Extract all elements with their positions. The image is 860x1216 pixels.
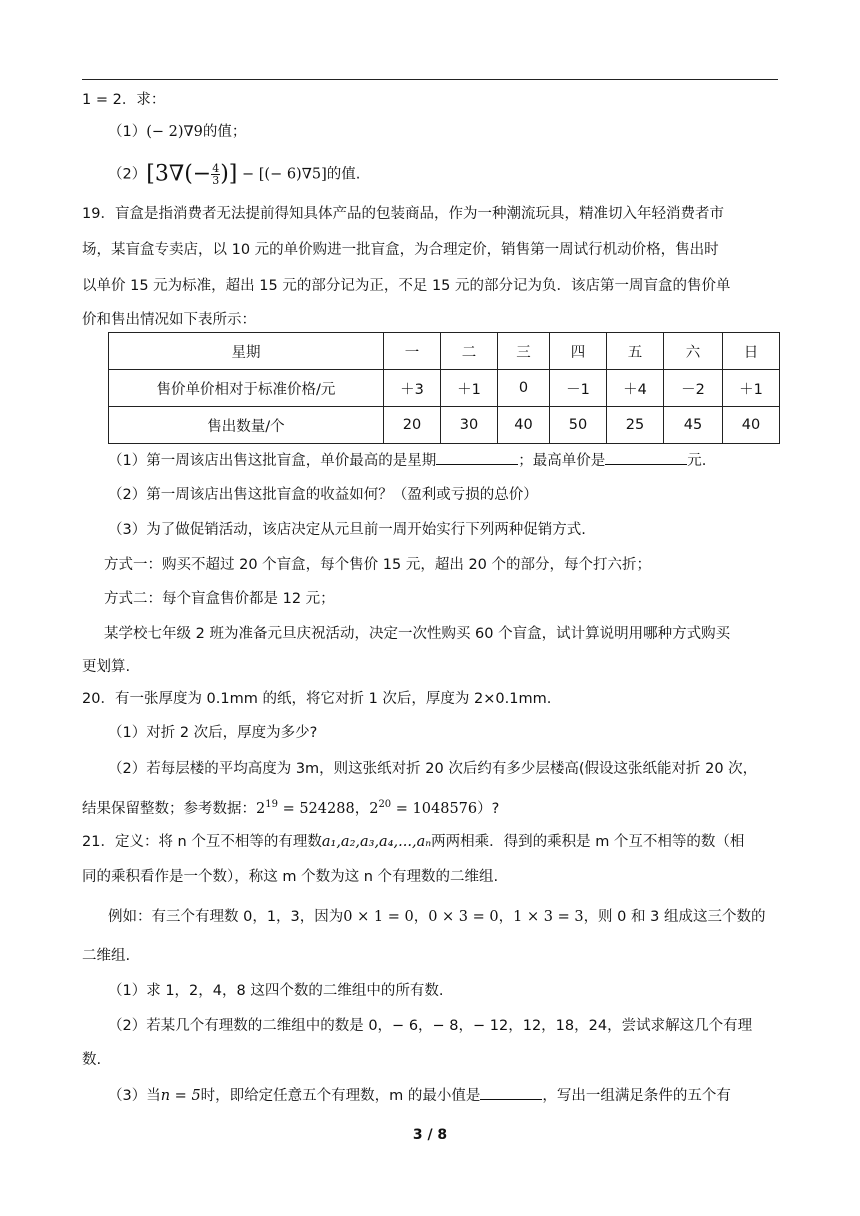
method-2: 方式二：每个盲盒售价都是 12 元； xyxy=(104,591,335,607)
table-cell: 25 xyxy=(607,407,664,444)
problem-20-text: 20．有一张厚度为 0.1mm 的纸，将它对折 1 次后，厚度为 2×0.1mm. xyxy=(82,691,552,707)
problem-19-scenario: 某学校七年级 2 班为准备元旦庆祝活动，决定一次性购买 60 个盲盒，试计算说明用哪种方式购买 xyxy=(104,626,731,642)
table-cell: 日 xyxy=(723,333,780,370)
table-cell: 30 xyxy=(441,407,498,444)
table-cell: 三 xyxy=(498,333,550,370)
sales-table xyxy=(108,332,780,444)
table-cell: 售出数量/个 xyxy=(109,407,384,444)
question-20-2-cont: 结果保留整数；参考数据：$2^{19} = 524288$，$2^{20} = 1048576$）? xyxy=(82,799,500,817)
method-1: 方式一：购买不超过 20 个盲盒，每个售价 15 元，超出 20 个的部分，每个打六折； xyxy=(104,557,652,573)
page-number: 3 / 8 xyxy=(412,1127,448,1143)
problem-19-scenario: 更划算. xyxy=(82,659,131,675)
question-18-2: （2）[3∇(− $\frac{4}{3}$ )] − [(− 6)∇5]的值. xyxy=(108,161,361,187)
text-line: 1 = 2．求： xyxy=(82,92,166,108)
table-row xyxy=(109,370,780,407)
table-cell: 0 xyxy=(498,370,550,407)
table-cell: 20 xyxy=(384,407,441,444)
table-cell: ＋4 xyxy=(607,370,664,407)
header-rule xyxy=(82,79,778,80)
table-cell: 45 xyxy=(664,407,723,444)
problem-21-example: 例如：有三个有理数 0，1，3，因为0 × 1 = 0，0 × 3 = 0，1 × 3 = 3，则 0 和 3 组成这三个数的 xyxy=(108,909,766,925)
question-18-1: （1）(− 2)∇9的值； xyxy=(108,124,247,140)
question-21-1: （1）求 1，2，4，8 这四个数的二维组中的所有数. xyxy=(108,983,444,999)
table-cell: 二 xyxy=(441,333,498,370)
answer-blank[interactable] xyxy=(436,450,518,465)
table-cell: 五 xyxy=(607,333,664,370)
problem-21-text: 21．定义：将 n 个互不相等的有理数a₁,a₂,a₃,a₄,...,aₙ两两相乘．得到的乘积是 m 个互不相等的数（相 xyxy=(82,834,745,850)
question-20-1: （1）对折 2 次后，厚度为多少? xyxy=(108,725,318,741)
question-19-3: （3）为了做促销活动，该店决定从元旦前一周开始实行下列两种促销方式. xyxy=(108,522,586,538)
answer-blank[interactable] xyxy=(605,450,687,465)
question-19-1: （1）第一周该店出售这批盲盒，单价最高的是星期 ；最高单价是 元. xyxy=(108,450,706,471)
table-cell: ＋1 xyxy=(723,370,780,407)
problem-19-text: 价和售出情况如下表所示： xyxy=(82,312,256,328)
question-20-2: （2）若每层楼的平均高度为 3m，则这张纸对折 20 次后约有多少层楼高(假设这张纸能对折 20 次， xyxy=(108,761,758,777)
answer-blank[interactable] xyxy=(480,1085,542,1100)
question-21-2: （2）若某几个有理数的二维组中的数是 0，− 6，− 8，− 12，12，18，24，尝试求解这几个有理 xyxy=(108,1018,753,1034)
table-cell: －2 xyxy=(664,370,723,407)
question-21-3: （3）当n = 5时，即给定任意五个有理数，m 的最小值是 ，写出一组满足条件的五个有 xyxy=(108,1085,731,1106)
table-cell: 星期 xyxy=(109,333,384,370)
problem-19-text: 以单价 15 元为标准，超出 15 元的部分记为正，不足 15 元的部分记为负．该店第一周盲盒的售价单 xyxy=(82,278,731,294)
problem-21-text: 同的乘积看作是一个数），称这 m 个数为这 n 个有理数的二维组. xyxy=(82,869,499,885)
table-cell: 40 xyxy=(723,407,780,444)
question-21-2-cont: 数. xyxy=(82,1052,102,1068)
problem-19-text: 19．盲盒是指消费者无法提前得知具体产品的包装商品，作为一种潮流玩具，精准切入年轻消费者市 xyxy=(82,206,724,222)
table-header-row xyxy=(109,333,780,370)
table-cell: 50 xyxy=(550,407,607,444)
table-cell: ＋3 xyxy=(384,370,441,407)
table-cell: 售价单价相对于标准价格/元 xyxy=(109,370,384,407)
table-cell: －1 xyxy=(550,370,607,407)
table-cell: 四 xyxy=(550,333,607,370)
table-cell: 一 xyxy=(384,333,441,370)
problem-19-text: 场，某盲盒专卖店，以 10 元的单价购进一批盲盒，为合理定价，销售第一周试行机动价格，售出时 xyxy=(82,242,719,258)
table-cell: 六 xyxy=(664,333,723,370)
question-19-2: （2）第一周该店出售这批盲盒的收益如何？（盈利或亏损的总价） xyxy=(108,487,538,503)
table-cell: ＋1 xyxy=(441,370,498,407)
problem-21-example: 二维组. xyxy=(82,948,131,964)
table-row xyxy=(109,407,780,444)
table-cell: 40 xyxy=(498,407,550,444)
